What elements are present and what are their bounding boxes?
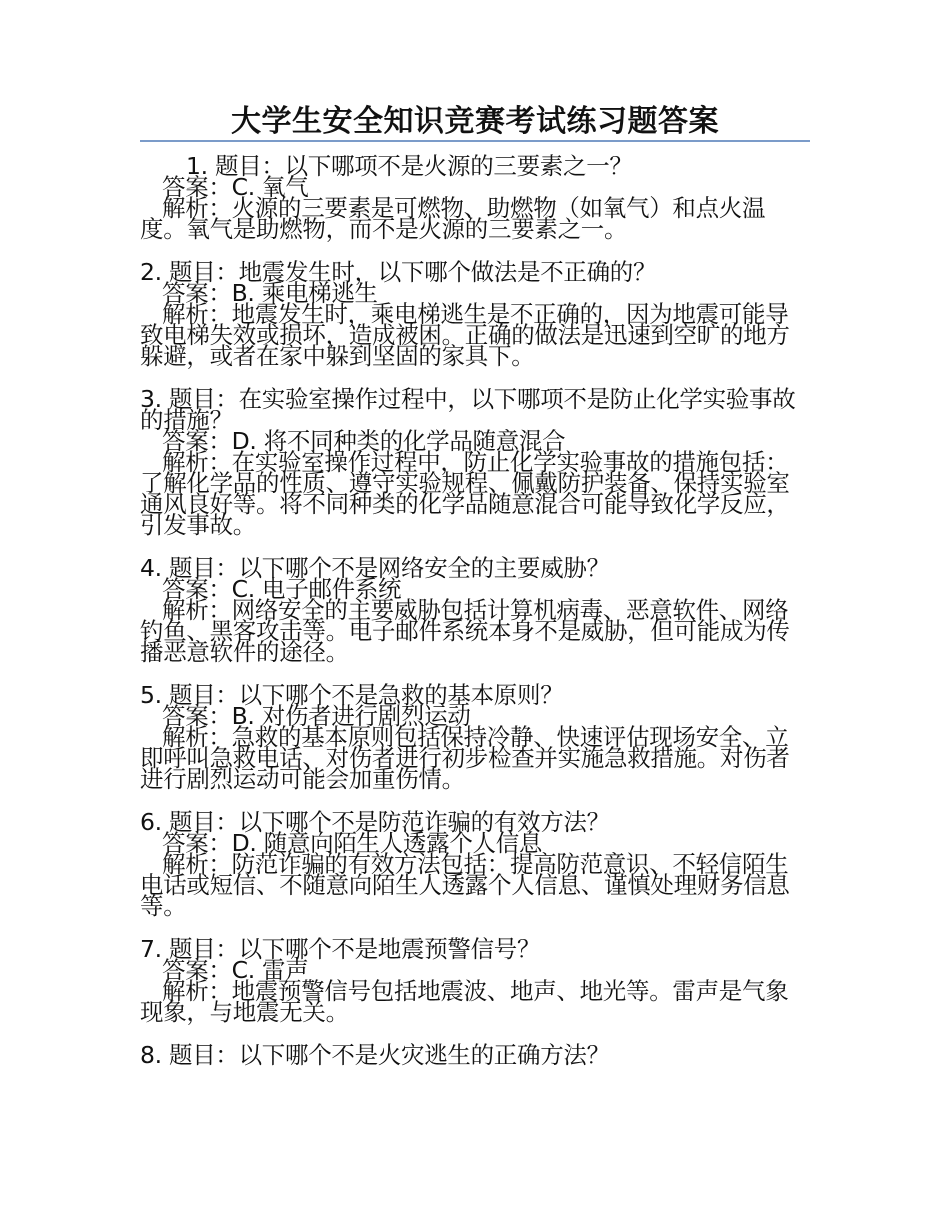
question-text: 2. 题目：地震发生时，以下哪个做法是不正确的？ [140,258,657,286]
qa-item-3 [140,385,810,539]
qa-item-6 [140,808,810,920]
qa-item-7 [140,935,810,1026]
explanation-text: 解析：地震预警信号包括地震波、地声、地光等。雷声是气象现象，与地震无关。 [140,977,789,1026]
explanation-text: 解析：网络安全的主要威胁包括计算机病毒、恶意软件、网络钓鱼、黑客攻击等。电子邮件系统本身不是威胁，但可能成为传播恶意软件的途径。 [140,596,790,666]
explanation-text: 解析：在实验室操作过程中，防止化学实验事故的措施包括：了解化学品的性质、遵守实验规程、佩戴防护装备、保持实验室通风良好等。将不同种类的化学品随意混合可能导致化学反应，引发事故。 [140,448,790,539]
answer-text: 答案：C. 雷声 [162,956,309,984]
question-text: 3. 题目：在实验室操作过程中，以下哪项不是防止化学实验事故的措施？ [140,385,796,434]
qa-list [140,152,810,1088]
explanation-text: 解析：地震发生时，乘电梯逃生是不正确的，因为地震可能导致电梯失效或损坏，造成被困。正确的做法是迅速到空旷的地方躲避，或者在家中躲到坚固的家具下。 [140,300,790,370]
question-text: 7. 题目：以下哪个不是地震预警信号？ [140,935,541,963]
title-underline [140,140,810,142]
question-text: 8. 题目：以下哪个不是火灾逃生的正确方法？ [140,1041,610,1069]
explanation-text: 解析：火源的三要素是可燃物、助燃物（如氧气）和点火温度。氧气是助燃物，而不是火源的三要素之一。 [140,194,766,243]
qa-item-4 [140,554,810,666]
question-text: 4. 题目：以下哪个不是网络安全的主要威胁？ [140,554,610,582]
answer-text: 答案：D. 将不同种类的化学品随意混合 [162,427,566,455]
answer-text: 答案：B. 乘电梯逃生 [162,279,378,307]
document-title: 大学生安全知识竞赛考试练习题答案 [231,104,719,139]
explanation-text: 解析：急救的基本原则包括保持冷静、快速评估现场安全、立即呼叫急救电话、对伤者进行初步检查并实施急救措施。对伤者进行剧烈运动可能会加重伤情。 [140,723,790,793]
question-text: 1. 题目：以下哪项不是火源的三要素之一？ [186,152,633,180]
question-text: 5. 题目：以下哪个不是急救的基本原则？ [140,681,564,709]
question-text: 6. 题目：以下哪个不是防范诈骗的有效方法？ [140,808,610,836]
qa-item-8 [140,1041,810,1069]
qa-item-1 [140,152,810,243]
answer-text: 答案：D. 随意向陌生人透露个人信息 [162,829,543,857]
qa-item-5 [140,681,810,793]
answer-text: 答案：B. 对伤者进行剧烈运动 [162,702,471,730]
qa-item-2 [140,258,810,370]
answer-text: 答案：C. 电子邮件系统 [162,575,402,603]
answer-text: 答案：C. 氧气 [162,173,309,201]
explanation-text: 解析：防范诈骗的有效方法包括：提高防范意识、不轻信陌生电话或短信、不随意向陌生人透露个人信息、谨慎处理财务信息等。 [140,850,790,920]
